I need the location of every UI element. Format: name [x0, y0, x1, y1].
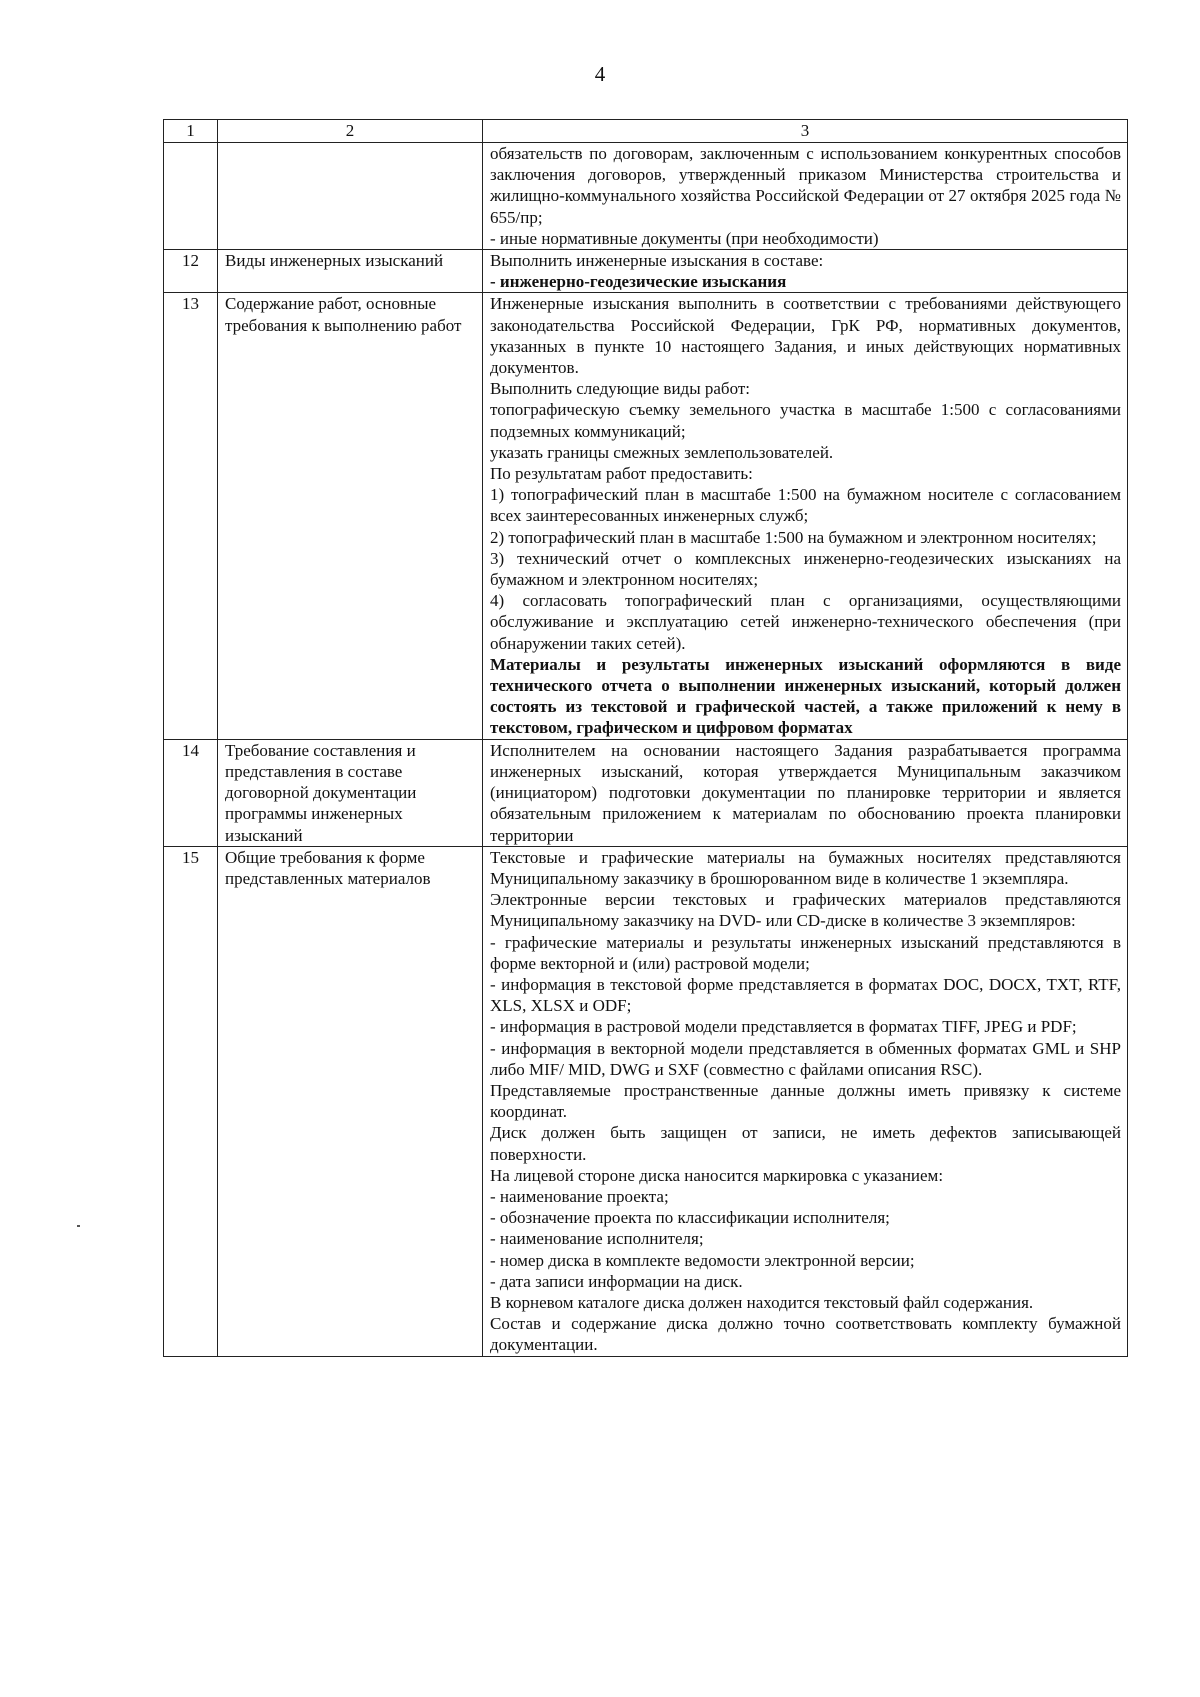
row-paragraph: По результатам работ предоставить: [490, 464, 753, 484]
row-number: 14 [164, 739, 218, 846]
page-number: 4 [594, 62, 606, 86]
row-paragraph: - наименование проекта; [490, 1186, 669, 1206]
row-paragraph: - информация в текстовой форме представляется в форматах DOC, DOCX, TXT, RTF, XLS, XLSX и ODF; [490, 974, 1121, 1016]
column-header-1: 1 [164, 120, 218, 143]
row-paragraph: Выполнить следующие виды работ: [490, 379, 750, 399]
row-number: 15 [164, 846, 218, 1356]
row-paragraph: Выполнить инженерные изыскания в составе: [490, 251, 824, 271]
row-paragraph: - информация в векторной модели представляется в обменных форматах GML и SHP либо MIF/ MID, DWG и SXF (совместно с файлами описания RSC). [490, 1038, 1121, 1079]
row-title: Требование составления и представления в составе договорной документации программы инженерных изысканий [218, 739, 483, 846]
row-paragraph: В корневом каталоге диска должен находится текстовый файл содержания. [490, 1292, 1034, 1312]
row-paragraph: топографическую съемку земельного участка в масштабе 1:500 с согласованиями подземных коммуникаций; [490, 400, 1121, 441]
table-row-12 [164, 250, 1128, 293]
table-row-13 [164, 293, 1128, 739]
row-paragraph: На лицевой стороне диска наносится маркировка с указанием: [490, 1165, 944, 1185]
row-paragraph: - наименование исполнителя; [490, 1229, 704, 1249]
table-row-14 [164, 739, 1128, 846]
row-paragraph: Электронные версии текстовых и графических материалов представляются Муниципальному заказчику на DVD- или CD-диске в количестве 3 экземпляров: [490, 890, 1121, 931]
row-paragraph: Диск должен быть защищен от записи, не иметь дефектов записывающей поверхности. [490, 1123, 1121, 1164]
row-paragraph: 3) технический отчет о комплексных инженерно-геодезических изысканиях на бумажном и электронном носителях; [490, 548, 1121, 590]
row-paragraph: - обозначение проекта по классификации исполнителя; [490, 1208, 890, 1228]
row-paragraph: 2) топографический план в масштабе 1:500 на бумажном и электронном носителях; [490, 527, 1097, 547]
column-header-3: 3 [483, 120, 1128, 143]
continuation-paragraph: - иные нормативные документы (при необходимости) [490, 228, 879, 248]
row-content [483, 739, 1128, 846]
row-paragraph: Представляемые пространственные данные должны иметь привязку к системе координат. [490, 1080, 1121, 1122]
row-title: Содержание работ, основные требования к выполнению работ [218, 293, 483, 739]
row-paragraph: - графические материалы и результаты инженерных изысканий представляются в форме векторной и (или) растровой модели; [490, 932, 1121, 973]
row-title: Виды инженерных изысканий [218, 250, 483, 293]
row-paragraph: 4) согласовать топографический план с организациями, осуществляющими обслуживание и эксплуатацию сетей инженерно-технического обеспечения (при обнаружении таких сетей). [490, 591, 1121, 653]
row-content [483, 293, 1128, 739]
row-paragraph: Текстовые и графические материалы на бумажных носителях представляются Муниципальному заказчику в брошюрованном виде в количестве 1 экземпляра. [490, 847, 1121, 888]
continuation-cell [483, 143, 1128, 250]
row-content [483, 846, 1128, 1356]
requirements-table [163, 119, 1128, 1357]
row-paragraph-bold: - инженерно-геодезические изыскания [490, 272, 787, 292]
table-header-row [164, 120, 1128, 143]
row-paragraph: 1) топографический план в масштабе 1:500 на бумажном носителе с согласованием всех заинтересованных инженерных служб; [490, 485, 1121, 526]
table-row-continuation [164, 143, 1128, 250]
row-paragraph-bold: Материалы и результаты инженерных изысканий оформляются в виде технического отчета о выполнении инженерных изысканий, который должен состоять из текстовой и графической частей, а также приложений к нему в текстовом, графическом и цифровом форматах [490, 654, 1121, 738]
row-number: 13 [164, 293, 218, 739]
row-paragraph: указать границы смежных землепользователей. [490, 442, 834, 462]
row-paragraph: Инженерные изыскания выполнить в соответствии с требованиями действующего законодательства Российской Федерации, ГрК РФ, нормативных документов, указанных в пункте 10 настоящего Задания, и иных действующих нормативных документов. [490, 294, 1121, 378]
row-paragraph: - информация в растровой модели представляется в форматах TIFF, JPEG и PDF; [490, 1017, 1077, 1037]
row-paragraph: Состав и содержание диска должно точно соответствовать комплекту бумажной документации. [490, 1314, 1121, 1355]
row-title: Общие требования к форме представленных материалов [218, 846, 483, 1356]
row-content [483, 250, 1128, 293]
scan-speck [77, 1225, 80, 1227]
continuation-paragraph: обязательств по договорам, заключенным с использованием конкурентных способов заключения договоров, утвержденный приказом Министерства строительства и жилищно-коммунального хозяйства Российской Федерации от 27 октября 2025 года № 655/пр; [490, 144, 1121, 227]
row-number: 12 [164, 250, 218, 293]
row-paragraph: - дата записи информации на диск. [490, 1271, 743, 1291]
column-header-2: 2 [218, 120, 483, 143]
row-paragraph: Исполнителем на основании настоящего Задания разрабатывается программа инженерных изысканий, которая утверждается Муниципальным заказчиком (инициатором) подготовки документации по планировке территории и является обязательным приложением к материалам по обоснованию проекта планировки территории [490, 740, 1121, 845]
row-paragraph: - номер диска в комплекте ведомости электронной версии; [490, 1250, 915, 1270]
table-row-15 [164, 846, 1128, 1356]
